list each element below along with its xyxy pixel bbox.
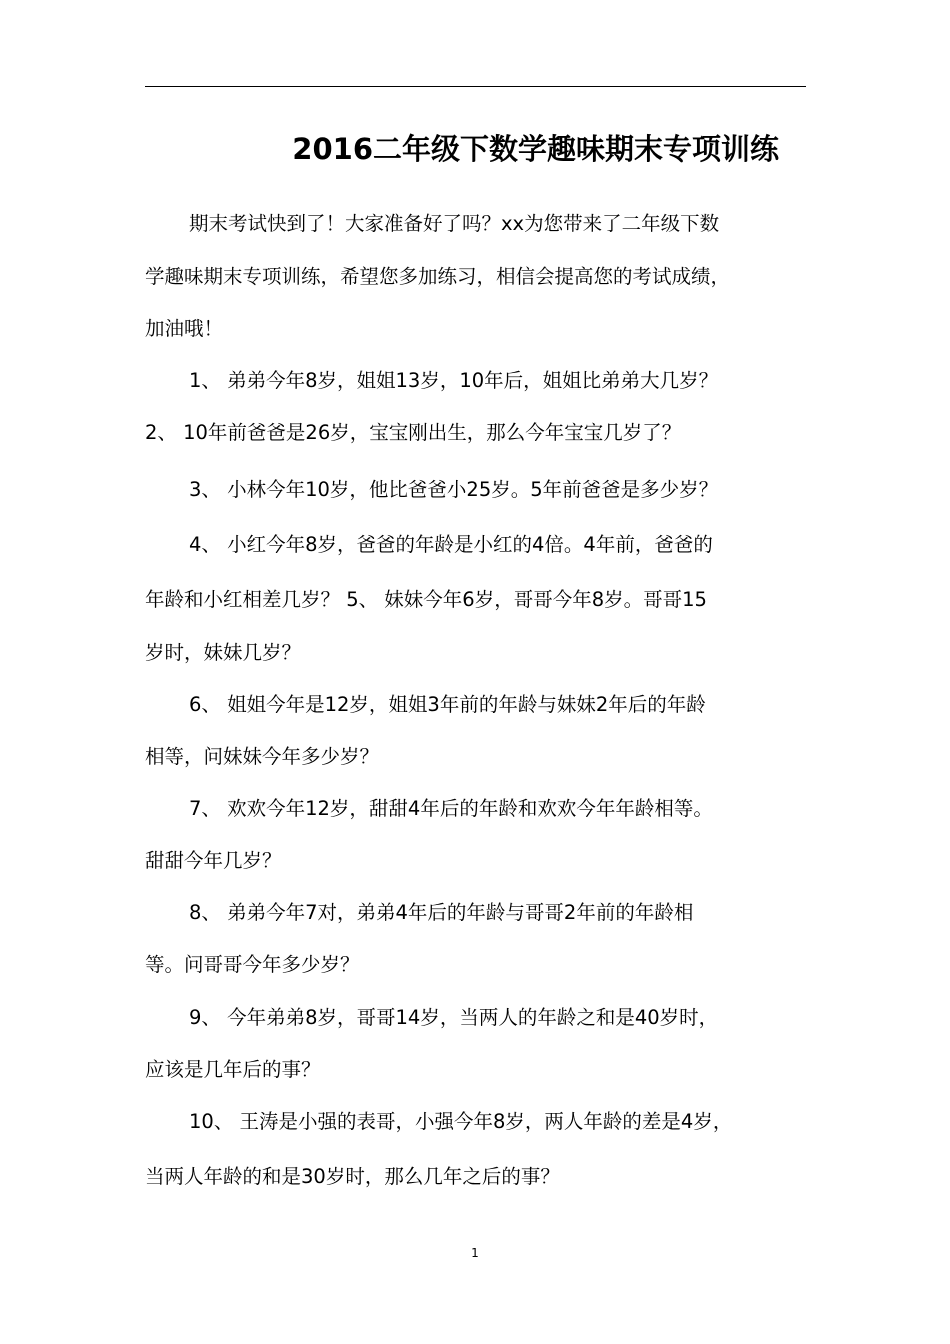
header-rule [145,86,806,87]
page-number: 1 [471,1246,479,1260]
question-6-line-2: 相等，问妹妹今年多少岁？ [145,745,380,768]
question-7-line-2: 甜甜今年几岁？ [145,849,282,872]
intro-line-2: 学趣味期末专项训练，希望您多加练习，相信会提高您的考试成绩， [145,265,731,288]
question-3: 3、 小林今年10岁，他比爸爸小25岁。5年前爸爸是多少岁？ [189,478,719,501]
question-6-line-1: 6、 姐姐今年是12岁，姐姐3年前的年龄与妹妹2年后的年龄 [189,693,706,716]
question-5-line-3: 岁时，妹妹几岁？ [145,641,302,664]
question-10-line-2: 当两人年龄的和是30岁时，那么几年之后的事？ [145,1165,560,1188]
question-2: 2、 10年前爸爸是26岁，宝宝刚出生，那么今年宝宝几岁了？ [145,421,682,444]
intro-line-1: 期末考试快到了！大家准备好了吗？xx为您带来了二年级下数 [189,212,720,235]
question-4-line-1: 4、 小红今年8岁，爸爸的年龄是小红的4倍。4年前，爸爸的 [189,533,713,556]
question-7-line-1: 7、 欢欢今年12岁，甜甜4年后的年龄和欢欢今年年龄相等。 [189,797,713,820]
page-title: 2016二年级下数学趣味期末专项训练 [292,132,779,166]
question-9-line-1: 9、 今年弟弟8岁，哥哥14岁，当两人的年龄之和是40岁时， [189,1006,719,1029]
question-10-line-1: 10、 王涛是小强的表哥，小强今年8岁，两人年龄的差是4岁， [189,1110,733,1133]
intro-line-3: 加油哦！ [145,317,224,340]
question-4-5-line-2: 年龄和小红相差几岁？ 5、 妹妹今年6岁，哥哥今年8岁。哥哥15 [145,588,707,611]
question-9-line-2: 应该是几年后的事？ [145,1058,321,1081]
question-8-line-2: 等。问哥哥今年多少岁？ [145,953,360,976]
question-8-line-1: 8、 弟弟今年7对，弟弟4年后的年龄与哥哥2年前的年龄相 [189,901,694,924]
question-1: 1、 弟弟今年8岁，姐姐13岁，10年后，姐姐比弟弟大几岁？ [189,369,719,392]
